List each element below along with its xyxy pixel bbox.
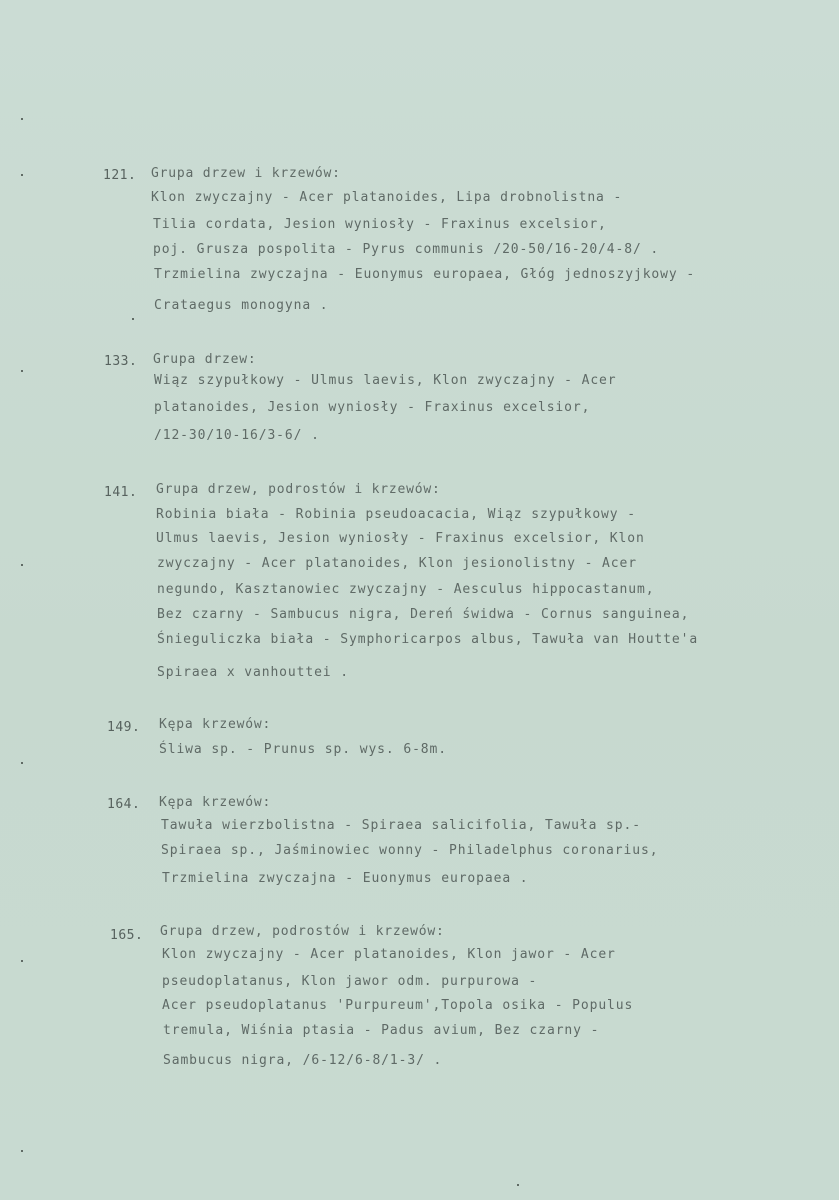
entry-line: Śliwa sp. - Prunus sp. wys. 6-8m. — [159, 742, 447, 757]
entry-line: Spiraea x vanhouttei . — [157, 665, 349, 680]
entry-heading: Kępa krzewów: — [159, 717, 272, 732]
entry-line: pseudoplatanus, Klon jawor odm. purpurowa - — [162, 974, 538, 989]
entry-heading: Grupa drzew: — [153, 352, 257, 367]
scan-speck — [21, 564, 23, 566]
entry-line: Tawuła wierzbolistna - Spiraea salicifolia, Tawuła sp.- — [161, 818, 641, 833]
entry-line: platanoides, Jesion wyniosły - Fraxinus excelsior, — [154, 400, 591, 415]
entry-line: Sambucus nigra, /6-12/6-8/1-3/ . — [163, 1053, 443, 1068]
scan-speck — [21, 960, 23, 962]
scan-speck — [132, 318, 134, 320]
entry-line: poj. Grusza pospolita - Pyrus communis /20-50/16-20/4-8/ . — [153, 242, 660, 257]
scan-speck — [517, 1184, 519, 1186]
entry-number: 133. — [104, 354, 138, 369]
entry-line: Śnieguliczka biała - Symphoricarpos albus, Tawuła van Houtte'a — [157, 632, 699, 647]
scan-speck — [21, 1150, 23, 1152]
entry-line: Bez czarny - Sambucus nigra, Dereń świdwa - Cornus sanguinea, — [157, 607, 690, 622]
scan-speck — [21, 762, 23, 764]
scan-speck — [21, 118, 23, 120]
entry-line: Spiraea sp., Jaśminowiec wonny - Philadelphus coronarius, — [161, 843, 659, 858]
entry-heading: Grupa drzew, podrostów i krzewów: — [156, 482, 441, 497]
entry-line: Robinia biała - Robinia pseudoacacia, Wiąz szypułkowy - — [156, 507, 636, 522]
entry-line: zwyczajny - Acer platanoides, Klon jesionolistny - Acer — [157, 556, 637, 571]
entry-line: Crataegus monogyna . — [154, 298, 329, 313]
entry-line: Acer pseudoplatanus 'Purpureum',Topola osika - Populus — [162, 998, 634, 1013]
entry-line: Klon zwyczajny - Acer platanoides, Lipa drobnolistna - — [151, 190, 623, 205]
entry-number: 164. — [107, 797, 141, 812]
scan-speck — [21, 370, 23, 372]
entry-line: /12-30/10-16/3-6/ . — [154, 428, 320, 443]
entry-line: Ulmus laevis, Jesion wyniosły - Fraxinus excelsior, Klon — [156, 531, 645, 546]
entry-line: Tilia cordata, Jesion wyniosły - Fraxinus excelsior, — [153, 217, 607, 232]
entry-line: Trzmielina zwyczajna - Euonymus europaea . — [162, 871, 529, 886]
scan-speck — [21, 174, 23, 176]
entry-line: tremula, Wiśnia ptasia - Padus avium, Bez czarny - — [163, 1023, 600, 1038]
entry-number: 121. — [103, 168, 137, 183]
entry-heading: Grupa drzew i krzewów: — [151, 166, 341, 181]
entry-heading: Grupa drzew, podrostów i krzewów: — [160, 924, 445, 939]
entry-line: Wiąz szypułkowy - Ulmus laevis, Klon zwyczajny - Acer — [154, 373, 617, 388]
entry-heading: Kępa krzewów: — [159, 795, 272, 810]
entry-number: 149. — [107, 720, 141, 735]
entry-line: Klon zwyczajny - Acer platanoides, Klon jawor - Acer — [162, 947, 616, 962]
entry-line: Trzmielina zwyczajna - Euonymus europaea, Głóg jednoszyjkowy - — [154, 267, 696, 282]
entry-number: 165. — [110, 928, 144, 943]
entry-line: negundo, Kasztanowiec zwyczajny - Aesculus hippocastanum, — [157, 582, 655, 597]
entry-number: 141. — [104, 485, 138, 500]
